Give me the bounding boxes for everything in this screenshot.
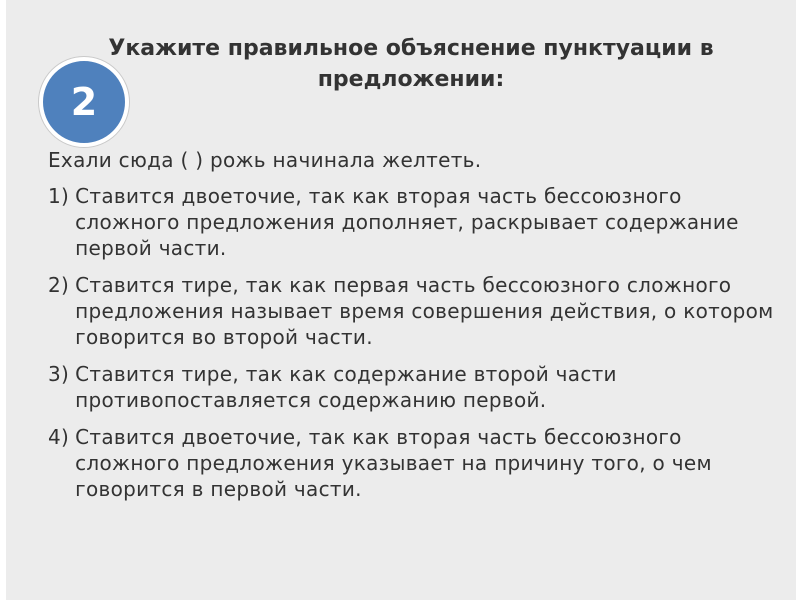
number-badge (39, 57, 129, 147)
option-number: 3) (48, 362, 70, 386)
option-number: 2) (48, 273, 70, 297)
option-number: 1) (48, 184, 70, 208)
slide-title: Укажите правильное объяснение пунктуации в предложении: (108, 36, 714, 92)
option-text: Ставится двоеточие, так как вторая часть бессоюзного сложного предложения указывает на причину того, о чем говорится в первой части. (75, 425, 712, 501)
answer-option-4[interactable] (48, 424, 778, 502)
option-text: Ставится тире, так как содержание второй части противопоставляется содержанию первой. (75, 362, 617, 412)
answer-option-3[interactable] (48, 361, 778, 413)
task-body (48, 147, 778, 513)
badge-number: 2 (70, 80, 98, 124)
answer-option-1[interactable] (48, 183, 778, 261)
answer-option-2[interactable] (48, 272, 778, 350)
option-text: Ставится двоеточие, так как вторая часть бессоюзного сложного предложения дополняет, раскрывает содержание первой части. (75, 184, 739, 260)
slide (6, 0, 796, 600)
option-number: 4) (48, 425, 70, 449)
option-text: Ставится тире, так как первая часть бессоюзного сложного предложения называет время совершения действия, о котором говорится во второй части. (75, 273, 774, 349)
task-sentence: Ехали сюда ( ) рожь начинала желтеть. (48, 148, 482, 172)
